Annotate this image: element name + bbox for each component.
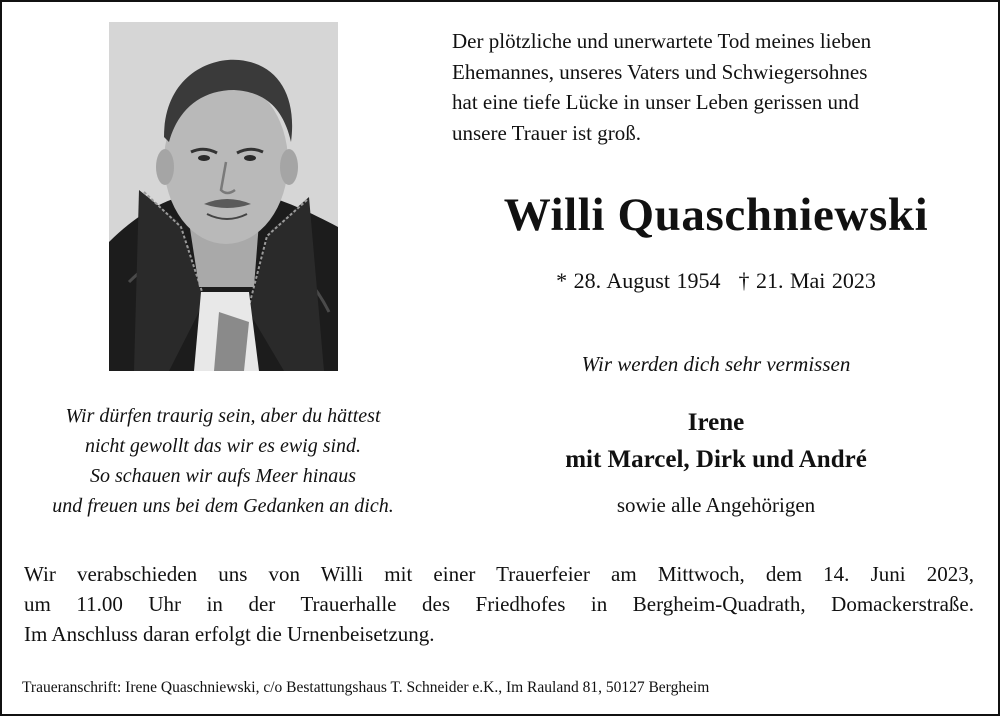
family-line-1: Irene bbox=[687, 409, 745, 436]
service-line: Wir verabschieden uns von Willi mit einer Trauerfeier am Mittwoch, dem 14. Juni 2023, bbox=[24, 562, 974, 586]
intro-text bbox=[452, 26, 980, 148]
service-line: um 11.00 Uhr in der Trauerhalle des Friedhofes in Bergheim-Quadrath, Domackerstraße. bbox=[24, 592, 974, 616]
deceased-name: Willi Quaschniewski bbox=[503, 189, 929, 241]
poem bbox=[10, 401, 436, 521]
poem-line: und freuen uns bei dem Gedanken an dich. bbox=[52, 495, 394, 517]
birth-date: * 28. August 1954 bbox=[556, 268, 721, 293]
poem-line: nicht gewollt das wir es ewig sind. bbox=[84, 435, 362, 457]
family-line-2: mit Marcel, Dirk und André bbox=[565, 446, 867, 473]
poem-line: So schauen wir aufs Meer hinaus bbox=[89, 465, 357, 487]
death-date: † 21. Mai 2023 bbox=[738, 268, 876, 293]
intro-line: unsere Trauer ist groß. bbox=[452, 120, 641, 145]
intro-line: Ehemannes, unseres Vaters und Schwiegersohnes bbox=[452, 59, 868, 84]
family-names bbox=[442, 404, 990, 478]
service-line: Im Anschluss daran erfolgt die Urnenbeisetzung. bbox=[24, 622, 435, 646]
intro-line: hat eine tiefe Lücke in unser Leben gerissen und bbox=[452, 90, 860, 114]
life-dates bbox=[442, 268, 990, 294]
service-details bbox=[24, 559, 974, 649]
mourning-address: Traueranschrift: Irene Quaschniewski, c/o Bestattungshaus T. Schneider e.K., Im Rauland 81, 50127 Bergheim bbox=[22, 679, 710, 696]
farewell-line: Wir werden dich sehr vermissen bbox=[581, 352, 851, 376]
relatives-line: sowie alle Angehörigen bbox=[616, 493, 816, 517]
portrait-photo bbox=[109, 22, 338, 371]
intro-line: Der plötzliche und unerwartete Tod meines lieben bbox=[452, 29, 872, 53]
poem-line: Wir dürfen traurig sein, aber du hättest bbox=[65, 405, 381, 427]
